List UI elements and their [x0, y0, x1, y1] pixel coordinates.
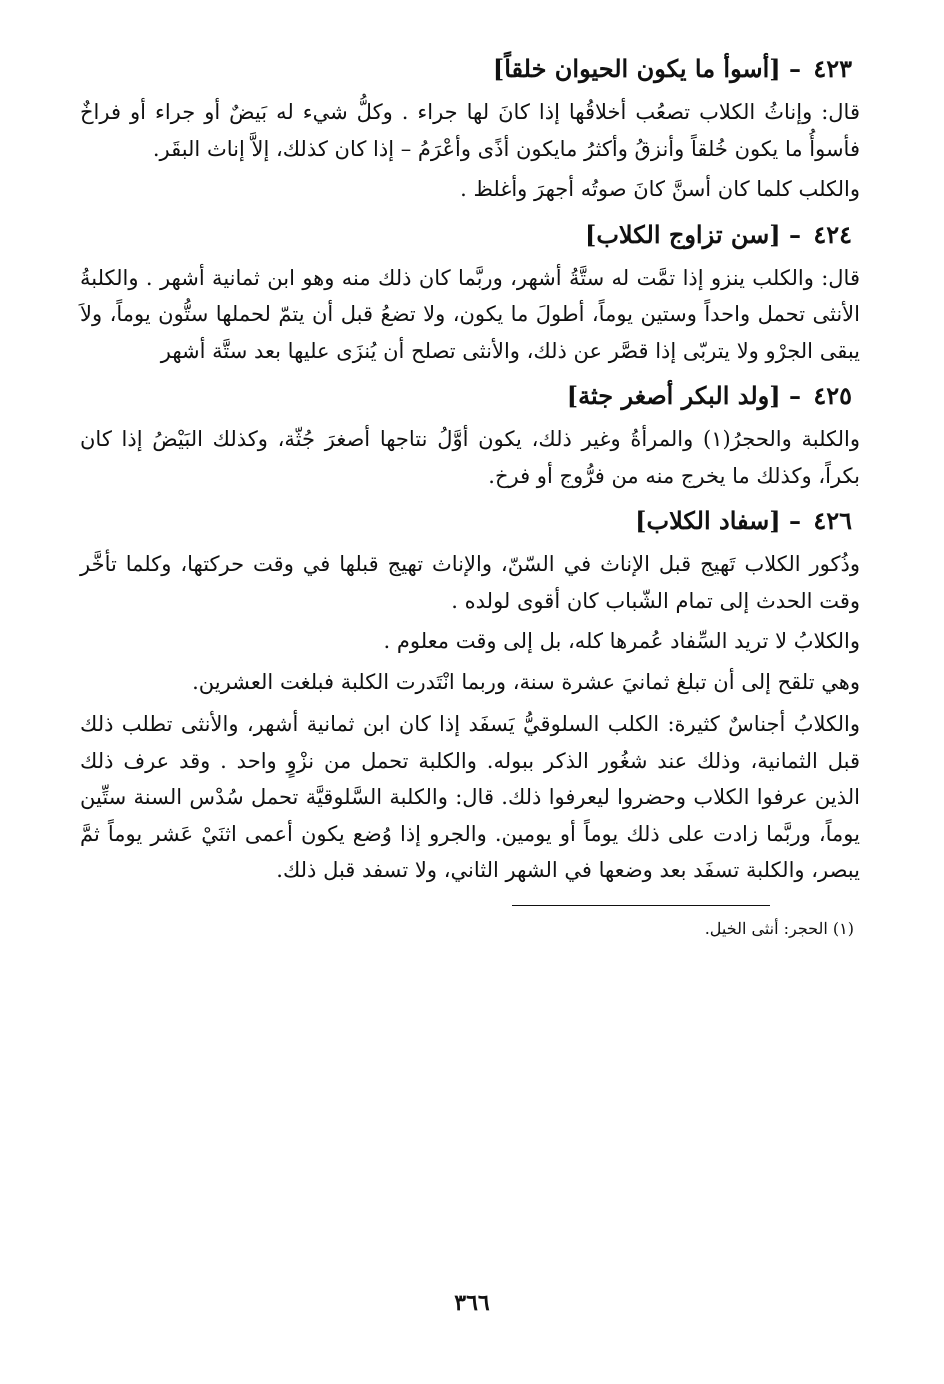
paragraph: والكلابُ لا تريد السِّفاد عُمرها كله، بل إلى وقت معلوم . [383, 629, 860, 653]
section-number: ٤٢٤ [813, 219, 852, 249]
section-number: ٤٢٦ [813, 506, 852, 535]
section-number: ٤٢٥ [813, 381, 852, 410]
paragraph: وهي تلقح إلى أن تبلغ ثمانيَ عشرة سنة، وربما انْتَدرت الكلبة فبلغت العشرين. [192, 669, 860, 694]
paragraph: والكلب كلما كان أسنَّ كانَ صوتُه أجهرَ وأغلظ . [460, 177, 860, 201]
paragraph: والكلابُ أجناسٌ كثيرة: الكلب السلوقيُّ يَسفَد إذا كان ابن ثمانية أشهر، والأنثى تطلب ذلك قبل الثمانية، وذلك عند شغُور الذكر ببوله. والكلبة تحمل من نزْوٍ واحد . وقد عرف ذلك الذين عرفوا الكلاب وحضروا ليعرفوا ذلك. قال: والكلبة السَّلوقيَّة تحمل سُدْس السنة ستِّين يوماً، وربَّما زادت على ذلك يوماً أو يومين. والجرو إذا وُضع يكون أعمى اثنَيْ عَشر يوماً ثمَّ يبصر، والكلبة تسفَد بعد وضعها في الشهر الثاني، ولا تسفد قبل ذلك. [80, 712, 860, 882]
section-title: – [ولد البكر أصغر جثة] [566, 381, 801, 410]
section-heading-425 [80, 373, 852, 419]
section-title: – [سن تزاوج الكلاب] [584, 219, 801, 249]
paragraph: والكلبة والحجرُ(١) والمرأةُ وغير ذلك، يكون أوَّلُ نتاجها أصغرَ جُثّة، وكذلك البَيْضُ إذا كان بكراً، وكذلك ما يخرج منه من فرُّوج أو فرخ. [80, 427, 860, 488]
paragraph: قال: والكلب ينزو إذا تمَّت له ستَّةُ أشهر، وربَّما كان ذلك منه وهو ابن ثمانية أشهر . والكلبةُ الأنثى تحمل واحداً وستين يوماً، أطولَ ما يكون، ولا تضعُ قبل أن يتمّ لحملها ستُّون يوماً، ولاَ يبقى الجرْو ولا يتربّى إذا قصَّر عن ذلك، والأنثى تصلح أن يُنزَى عليها بعد ستَّة أشهر [80, 265, 860, 363]
footnote: (١) الحجر: أنثى الخيل. [704, 919, 854, 938]
page-number: ٣٦٦ [454, 1290, 490, 1316]
section-heading-423 [80, 46, 852, 92]
section-number: ٤٢٣ [813, 54, 852, 83]
section-title: – [سفاد الكلاب] [635, 506, 801, 535]
footnote-separator [512, 905, 770, 907]
paragraph: وذُكور الكلاب تَهيج قبل الإناث في السّنّ، والإناث تهيج قبلها في وقت حركتها، وكلما تأخَّر وقت الحدث إلى تمام الشّباب كان أقوى لولده . [80, 552, 860, 613]
section-title: – [أسوأ ما يكون الحيوان خلقاً] [492, 54, 801, 83]
section-heading-424 [80, 212, 852, 258]
section-heading-426 [80, 498, 852, 544]
paragraph: قال: وإناثُ الكلاب تصعُب أخلاقُها إذا كانَ لها جراء . وكلُّ شيء له بَيضٌ أو جراء أو فراخٌ فأسوأُ ما يكون خُلقاً وأنزقُ وأكثرُ مايكون أذًى وأعْرَمُ – إذا كان كذلك، إلاَّ إناث البقَر. [80, 100, 860, 161]
